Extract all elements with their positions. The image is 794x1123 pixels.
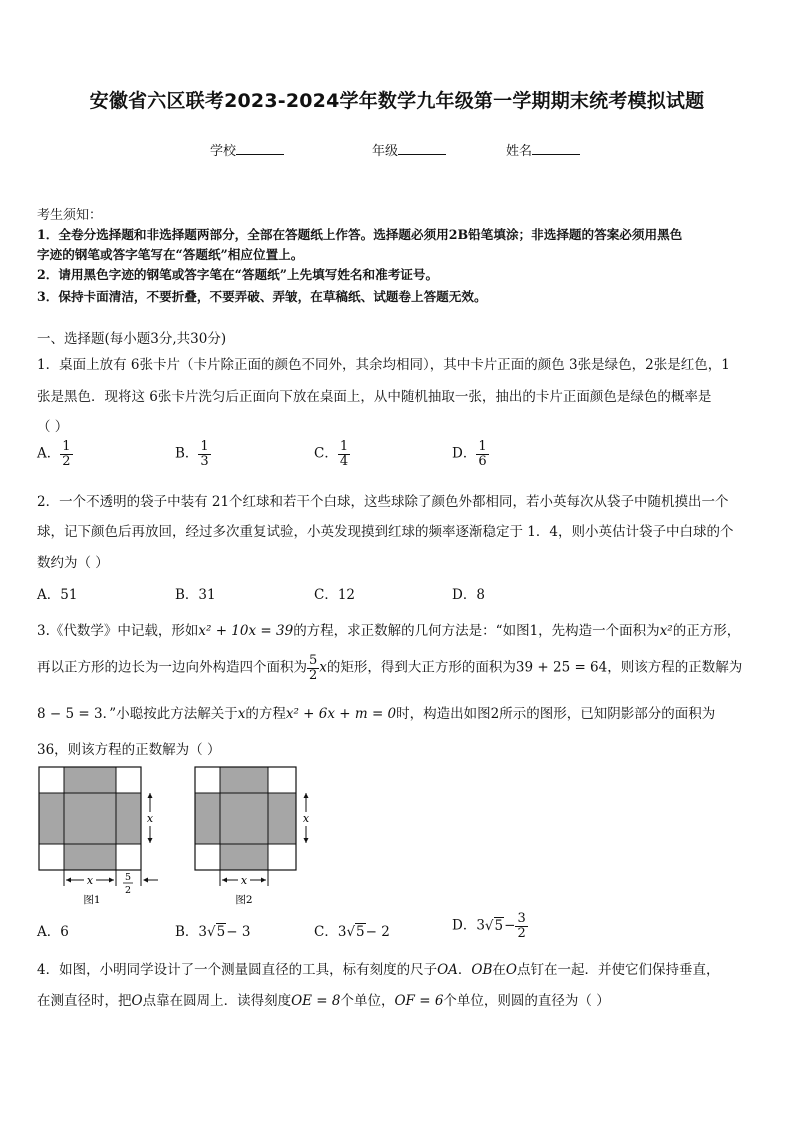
section-heading: 一、选择题(每小题3分,共30分)	[37, 331, 227, 347]
fig1-x-label: x	[86, 874, 94, 887]
fig1-caption: 图1	[83, 894, 101, 906]
name-label: 姓名	[506, 144, 533, 159]
fig1-top-rect	[64, 767, 116, 793]
name-field	[506, 140, 580, 159]
q4-line-2: 在测直径时，把O点靠在圆周上．读得刻度OE = 8个单位，OF = 6个单位，则圆的直径为（ ）	[37, 993, 610, 1009]
fig1-side-x-label: x	[146, 812, 154, 825]
fig2-side-dimension	[298, 790, 318, 846]
fig2-top-rect	[220, 767, 268, 793]
fig2-right-rect	[268, 793, 296, 844]
grade-blank	[398, 142, 446, 155]
fig2-x-label: x	[240, 874, 248, 887]
fig2-bottom-rect	[220, 844, 268, 870]
q2-option-d: D．8	[452, 587, 485, 603]
q3-option-b: B．3√5− 3	[175, 924, 251, 940]
page-title: 安徽省六区联考2023-2024学年数学九年级第一学期期末统考模拟试题	[89, 90, 705, 112]
name-blank	[532, 142, 580, 155]
q2-line-1: 2．一个不透明的袋子中装有 21个红球和若干个白球，这些球除了颜色外都相同，若小英每次从袋子中随机摸出一个	[37, 494, 729, 510]
q1-option-c: C． $\frac{1}{4}$	[314, 439, 349, 469]
school-field	[210, 140, 284, 159]
q1-line-1: 1．桌面上放有 6张卡片（卡片除正面的颜色不同外，其余均相同），其中卡片正面的颜色 3张是绿色，2张是红色，1	[37, 357, 730, 373]
q3-line-3: 8 − 5 = 3．”小聪按此方法解关于x的方程x² + 6x + m = 0时，构造出如图2所示的图形，已知阴影部分的面积为	[37, 706, 716, 722]
q1-line-2: 张是黑色．现将这 6张卡片洗匀后正面向下放在桌面上，从中随机抽取一张，抽出的卡片正面颜色是绿色的概率是	[37, 389, 712, 405]
q4-line-1: 4．如图，小明同学设计了一个测量圆直径的工具，标有刻度的尺子OA．OB在O点钉在一起．并使它们保持垂直，	[37, 962, 720, 978]
fig1-center-square	[64, 793, 116, 844]
q3-option-d: D．3√5− $\frac{3}{2}$	[452, 911, 526, 941]
q3-line-4: 36，则该方程的正数解为（ ）	[37, 742, 221, 758]
school-blank	[236, 142, 284, 155]
fig2-left-rect	[195, 793, 220, 844]
grade-field	[372, 140, 446, 159]
notice-item-2: 2．请用黑色字迹的钢笔或答字笔在“答题纸”上先填写姓名和准考证号。	[37, 267, 439, 282]
q3-option-a: A．6	[37, 924, 69, 940]
q1-paren: （ ）	[37, 419, 69, 435]
fig1-left-rect	[39, 793, 64, 844]
fig2-center-square	[220, 793, 268, 844]
fig2-caption: 图2	[235, 894, 253, 906]
fig1-side-dimension	[142, 790, 162, 846]
q1-option-a: A． $\frac{1}{2}$	[37, 439, 71, 469]
fig1-right-rect	[116, 793, 141, 844]
notice-heading: 考生须知：	[37, 208, 103, 223]
q2-option-c: C．12	[314, 587, 356, 603]
q3-line-2: 再以正方形的边长为一边向外构造四个面积为 $\frac{5}{2}$ x的矩形，得到大正方形的面积为39 + 25 = 64，则该方程的正数解为	[37, 653, 743, 683]
grade-label: 年级	[372, 144, 399, 159]
q2-line-3: 数约为（ ）	[37, 555, 109, 571]
q1-option-b: B． $\frac{1}{3}$	[175, 439, 209, 469]
fig1-bottom-rect	[64, 844, 116, 870]
fig1-frac-num: 5	[124, 872, 132, 883]
q2-line-2: 球，记下颜色后再放回，经过多次重复试验，小英发现摸到红球的频率逐渐稳定于 1．4，则小英估计袋子中白球的个	[37, 524, 734, 540]
fig2-side-x-label: x	[302, 812, 310, 825]
notice-item-3: 3．保持卡面清洁，不要折叠，不要弄破、弄皱，在草稿纸、试题卷上答题无效。	[37, 289, 487, 304]
q2-option-b: B．31	[175, 587, 216, 603]
q2-option-a: A．51	[37, 587, 78, 603]
notice-item-1: 1．全卷分选择题和非选择题两部分，全部在答题纸上作答。选择题必须用2B铅笔填涂；非选择题的答案必须用黑色	[37, 227, 683, 242]
school-label: 学校	[210, 144, 237, 159]
q1-option-d: D． $\frac{1}{6}$	[452, 439, 487, 469]
notice-item-1-cont: 字迹的钢笔或答字笔写在“答题纸”相应位置上。	[37, 247, 304, 262]
q3-line-1: 3.《代数学》中记载，形如x² + 10x = 39的方程，求正数解的几何方法是：“如图1，先构造一个面积为x²的正方形，	[37, 623, 741, 639]
fig1-frac-den: 2	[124, 885, 132, 896]
q3-option-c: C．3√5− 2	[314, 924, 390, 940]
